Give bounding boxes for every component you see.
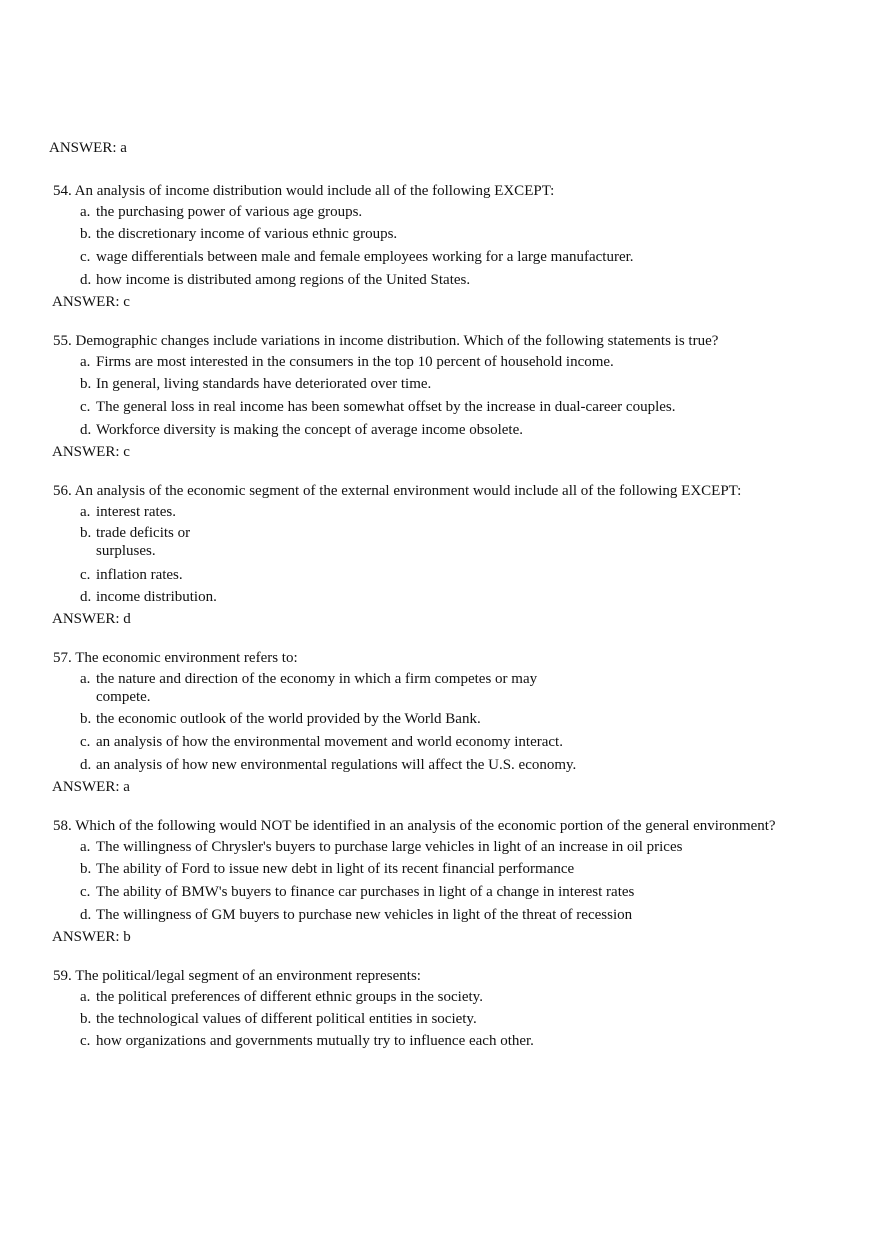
question-54-option-a-text: the purchasing power of various age groups.: [96, 204, 363, 220]
question-55-option-d-text: Workforce diversity is making the concept of average income obsolete.: [96, 422, 523, 438]
question-54-option-b-label: b.: [80, 226, 92, 242]
question-58-option-a-label: a.: [80, 839, 91, 855]
question-56-answer: ANSWER: d: [52, 611, 131, 627]
question-56-option-a-text: interest rates.: [96, 504, 176, 520]
question-55-option-d-label: d.: [80, 422, 92, 438]
question-54-option-d-label: d.: [80, 272, 92, 288]
question-59-option-a-text: the political preferences of different ethnic groups in the society.: [96, 989, 483, 1005]
question-55-option-b-label: b.: [80, 376, 92, 392]
question-59-option-a-label: a.: [80, 989, 91, 1005]
question-54-option-b-text: the discretionary income of various ethnic groups.: [96, 226, 398, 242]
question-56-stem: 56. An analysis of the economic segment of the external environment would include all of the following EXCEPT:: [53, 483, 742, 499]
question-54-option-c-text: wage differentials between male and female employees working for a large manufacturer.: [96, 249, 634, 265]
question-58-option-b-text: The ability of Ford to issue new debt in light of its recent financial performance: [96, 861, 575, 877]
question-56-option-c-label: c.: [80, 567, 91, 583]
question-56-option-b-text: trade deficits or surpluses.: [96, 525, 191, 559]
question-56-option-d-label: d.: [80, 589, 92, 605]
question-57-option-a-text: the nature and direction of the economy in which a firm competes or may compete.: [96, 671, 538, 705]
question-59-stem: 59. The political/legal segment of an environment represents:: [53, 968, 421, 984]
question-58-stem: 58. Which of the following would NOT be identified in an analysis of the economic portion of the general environment?: [53, 818, 776, 834]
question-54-stem: 54. An analysis of income distribution would include all of the following EXCEPT:: [53, 183, 555, 199]
question-59-option-b-text: the technological values of different political entities in society.: [96, 1011, 477, 1027]
question-54-option-d-text: how income is distributed among regions of the United States.: [96, 272, 471, 288]
question-57-option-a-label: a.: [80, 671, 91, 687]
question-54-option-c-label: c.: [80, 249, 91, 265]
question-58-option-b-label: b.: [80, 861, 92, 877]
question-58-option-d-label: d.: [80, 907, 92, 923]
question-57-option-c-text: an analysis of how the environmental movement and world economy interact.: [96, 734, 563, 750]
question-58-answer: ANSWER: b: [52, 929, 131, 945]
question-56-option-b-label: b.: [80, 525, 92, 541]
question-57-option-b-text: the economic outlook of the world provided by the World Bank.: [96, 711, 481, 727]
question-58-option-d-text: The willingness of GM buyers to purchase new vehicles in light of the threat of recession: [96, 907, 633, 923]
question-55-option-a-label: a.: [80, 354, 91, 370]
question-59-option-c-label: c.: [80, 1033, 91, 1049]
question-57-option-b-label: b.: [80, 711, 92, 727]
top-answer: ANSWER: a: [49, 140, 127, 156]
question-59-option-b-label: b.: [80, 1011, 92, 1027]
question-58-option-c-text: The ability of BMW's buyers to finance car purchases in light of a change in interest rates: [96, 884, 635, 900]
question-56-option-c-text: inflation rates.: [96, 567, 183, 583]
question-58-option-a-text: The willingness of Chrysler's buyers to purchase large vehicles in light of an increase in oil prices: [96, 839, 683, 855]
question-55-option-a-text: Firms are most interested in the consumers in the top 10 percent of household income.: [96, 354, 614, 370]
question-55-stem: 55. Demographic changes include variations in income distribution. Which of the following statements is true?: [53, 333, 719, 349]
question-57-answer: ANSWER: a: [52, 779, 130, 795]
question-55-option-b-text: In general, living standards have deteriorated over time.: [96, 376, 432, 392]
question-55-option-c-text: The general loss in real income has been somewhat offset by the increase in dual-career couples.: [96, 399, 676, 415]
question-57-stem: 57. The economic environment refers to:: [53, 650, 298, 666]
question-56-option-a-label: a.: [80, 504, 91, 520]
question-59-option-c-text: how organizations and governments mutually try to influence each other.: [96, 1033, 534, 1049]
question-56-option-d-text: income distribution.: [96, 589, 217, 605]
question-55-answer: ANSWER: c: [52, 444, 130, 460]
question-54-answer: ANSWER: c: [52, 294, 130, 310]
question-55-option-c-label: c.: [80, 399, 91, 415]
question-57-option-c-label: c.: [80, 734, 91, 750]
question-57-option-d-label: d.: [80, 757, 92, 773]
question-54-option-a-label: a.: [80, 204, 91, 220]
question-57-option-d-text: an analysis of how new environmental regulations will affect the U.S. economy.: [96, 757, 577, 773]
question-58-option-c-label: c.: [80, 884, 91, 900]
